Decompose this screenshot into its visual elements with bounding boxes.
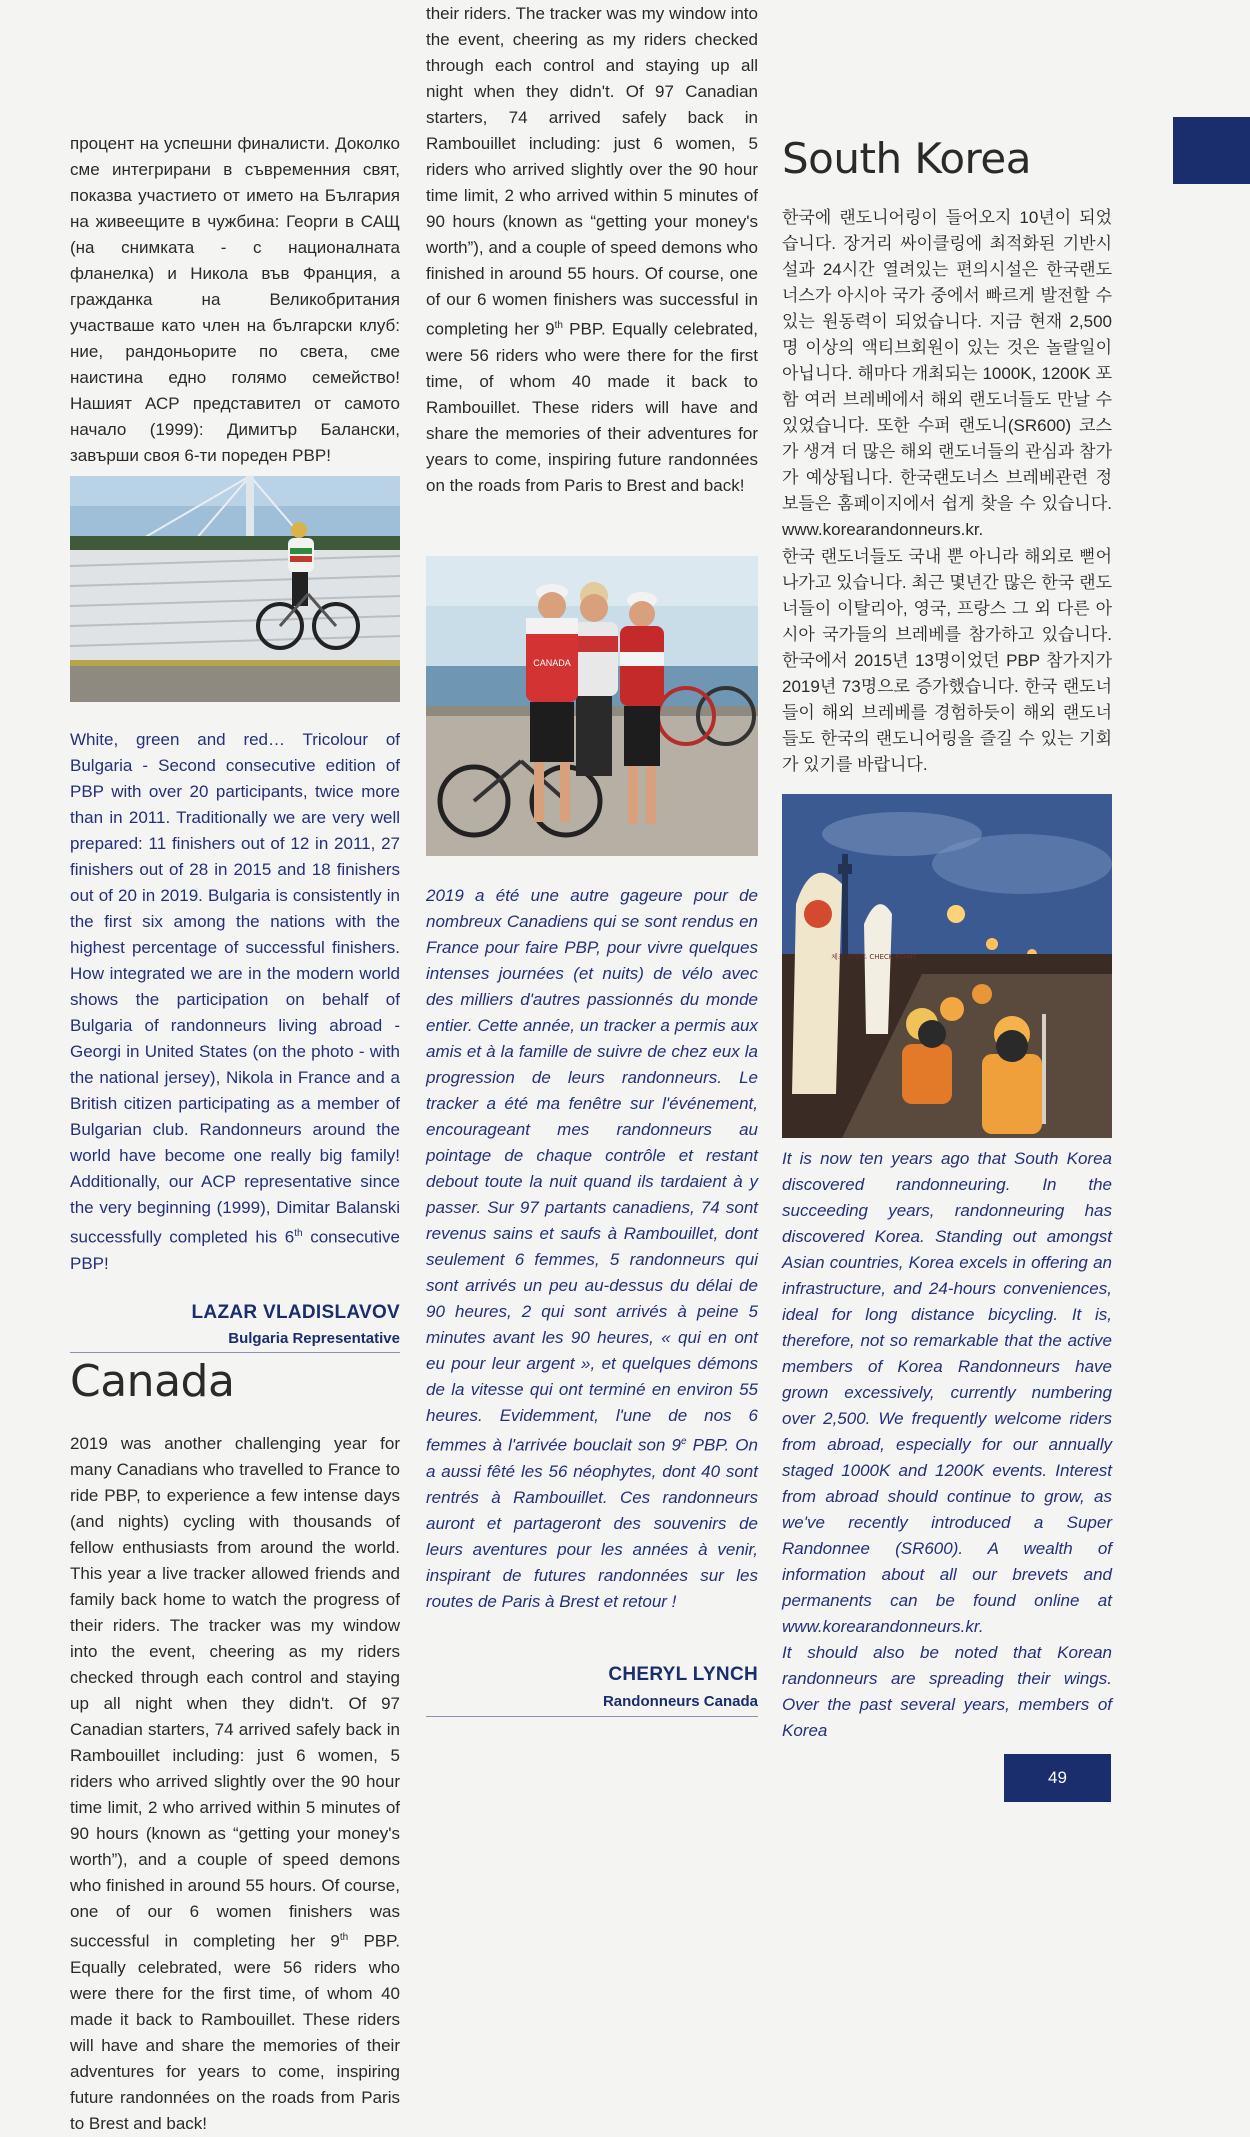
- canada-english-text-clip: [70, 1431, 400, 2133]
- photo-korean-checkpoint: [782, 794, 1112, 1138]
- south-korea-english-text-2: It should also be noted that Korean randonneurs are spreading their wings. Over the past several years, members of Korea: [782, 1643, 1112, 1740]
- south-korea-english-text-1: It is now ten years ago that South Korea discovered randonneuring. In the succeeding years, randonneuring has discovered Korea. Standing out amongst Asian countries, Korea excels in offering an infrastructure, and 24-hours conveniences, ideal for long distance bicycling. It is, therefore, not so remarkable that the active members of Korea Randonneurs have grown excessively, currently numbering over 2,500. We frequently welcome riders from abroad, especially for our annually staged 1000K and 1200K events. Interest from abroad should continue to grow, as we've recently introduced a Super Randonnee (SR600). A wealth of information about all our brevets and permanents can be found online at www.korearandonneurs.kr.: [782, 1149, 1112, 1636]
- canada-french-text: 2019 a été une autre gageure pour de nombreux Canadiens qui se sont rendus en France pour faire PBP, pour vivre quelques intenses journées (et nuits) de vélo avec des milliers d'autres passionnés du monde entier. Cette année, un tracker a permis aux amis et à la famille de suivre de chez eux la progression de leurs randonneurs. Le tracker a été ma fenêtre sur l'événement, encourageant mes randonneurs au pointage de chaque contrôle et restant debout toute la nuit quand ils tardaient à y passer. Sur 97 partants canadiens, 74 sont revenus sains et saufs à Rambouillet, dont seulement 6 femmes, 5 randonneurs qui sont arrivés un peu au-dessus du délai de 90 heures, 2 qui sont arrivés à peine 5 minutes avant les 90 heures, « qui en ont eu pour leur argent », et quelques démons de la vitesse qui ont terminé en environ 55 heures. Evidemment, l'une de nos 6 femmes à l'arrivée bouclait son 9e PBP. On a aussi fêté les 56 néophytes, dont 40 sont rentrés à Rambouillet. Ces randonneurs auront et partageront des souvenirs de leurs aventures pour les années à venir, inspirant de futures randonnées sur les routes de Paris à Brest et retour !: [426, 886, 758, 1611]
- south-korea-korean-text-1: 한국에 랜도니어링이 들어오지 10년이 되었습니다. 장거리 싸이클링에 최적화된 기반시설과 24시간 열려있는 편의시설은 한국랜도너스가 아시아 국가 중에서 빠르게 발전할 수 있는 원동력이 되었습니다. 지금 현재 2,500명 이상의 액티브회원이 있는 것은 놀랄일이 아닙니다. 해마다 개최되는 1000K, 1200K 포함 여러 브레베에서 해외 랜도너들도 만날 수 있었습니다. 또한 수퍼 랜도니(SR600) 코스가 생겨 더 많은 해외 랜도너들의 관심과 참가가 예상됩니다. 한국랜도너스 브레베관련 정보들은 홈페이지에서 쉽게 찾을 수 있습니다. www.korearandonneurs.kr.: [782, 208, 1112, 539]
- canada-english-continued-clip: [426, 4, 758, 547]
- signature-rule: [426, 1716, 758, 1717]
- bulgaria-bulgarian-text: процент на успешни финалисти. Доколко сме интегрирани в съвременния свят, показва участието от името на България на живеещите в чужбина: Георги в САЩ (на снимката - с националната фланелка) и Никола във Франция, а гражданка на Великобритания участваше като член на български клуб: ние, рандоньорите по света, сме наистина едно голямо семейство! Нашият АСР представител от самото начало (1999): Димитър Балански, завърши своя 6-ти пореден PBP!: [70, 134, 400, 465]
- checkpoint-banner-text: 체크 포인트 CHECK POINT: [831, 953, 917, 961]
- bulgaria-author-name: LAZAR VLADISLAVOV: [191, 1302, 400, 1323]
- photo-canadian-riders: [426, 556, 758, 856]
- bulgaria-author-role: Bulgaria Representative: [228, 1330, 400, 1347]
- canada-english-text: 2019 was another challenging year for many Canadians who travelled to France to ride PBP, to experience a few intense days (and nights) cycling with thousands of fellow enthusiasts from around the world. This year a live tracker allowed friends and family back home to watch the progress of their riders. The tracker was my window into the event, cheering as my riders checked through each control and staying up all night when they didn't. Of 97 Canadian starters, 74 arrived safely back in Rambouillet including: just 6 women, 5 riders who arrived slightly over the 90 hour time limit, 2 who arrived within 5 minutes of 90 hours (known as “getting your money's worth”), and a couple of speed demons who finished in around 55 hours. Of course, one of our 6 women finishers was successful in completing her 9th PBP. Equally celebrated, were 56 riders who were there for the first time, of whom 40 made it back to Rambouillet. These riders will have and share the memories of their adventures for years to come, inspiring future randonnées on the roads from Paris to Brest and back!: [70, 1434, 400, 2133]
- south-korea-heading: South Korea: [782, 134, 1031, 183]
- page-number: 49: [1004, 1754, 1111, 1802]
- bulgaria-english-text: White, green and red… Tricolour of Bulgaria - Second consecutive edition of PBP with over 20 participants, twice more than in 2011. Traditionally we are very well prepared: 11 finishers out of 12 in 2011, 27 finishers out of 28 in 2015 and 18 finishers out of 20 in 2019. Bulgaria is consistently in the first six among the nations with the highest percentage of successful finishers. How integrated we are in the modern world shows the participation on behalf of Bulgaria of randonneurs living abroad - Georgi in United States (on the photo - with the national jersey), Nikola in France and a British citizen participating as a member of Bulgarian club. Randonneurs around the world have become one really big family! Additionally, our ACP representative since the very beginning (1999), Dimitar Balanski successfully completed his 6th consecutive PBP!: [70, 730, 401, 1273]
- canada-heading: Canada: [70, 1356, 235, 1407]
- canada-english-text-continued: their riders. The tracker was my window into the event, cheering as my riders checked through each control and staying up all night when they didn't. Of 97 Canadian starters, 74 arrived safely back in Rambouillet including: just 6 women, 5 riders who arrived slightly over the 90 hour time limit, 2 who arrived within 5 minutes of 90 hours (known as “getting your money's worth”), and a couple of speed demons who finished in around 55 hours. Of course, one of our 6 women finishers was successful in completing her 9th PBP. Equally celebrated, were 56 riders who were there for the first time, of whom 40 made it back to Rambouillet. These riders will have and share the memories of their adventures for years to come, inspiring future randonnées on the roads from Paris to Brest and back!: [426, 4, 758, 495]
- photo-bulgarian-cyclist: [70, 476, 400, 702]
- canada-author-name: CHERYL LYNCH: [608, 1664, 758, 1685]
- south-korea-korean-text-2: 한국 랜도너들도 국내 뿐 아니라 해외로 뻗어나가고 있습니다. 최근 몇년간 많은 한국 랜도너들이 이탈리아, 영국, 프랑스 그 외 다른 아시아 국가들의 브레베를 참가하고 있습니다. 한국에서 2015년 13명이었던 PBP 참가지가 2019년 73명으로 증가했습니다. 한국 랜도너들이 해외 브레베를 경험하듯이 해외 랜도너들도 한국의 랜도니어링을 즐길 수 있는 기회가 있기를 바랍니다.: [782, 547, 1112, 774]
- canada-author-role: Randonneurs Canada: [602, 1693, 758, 1710]
- corner-tab: [1173, 117, 1250, 184]
- signature-rule: [70, 1352, 400, 1353]
- jersey-text: CANADA: [533, 658, 571, 668]
